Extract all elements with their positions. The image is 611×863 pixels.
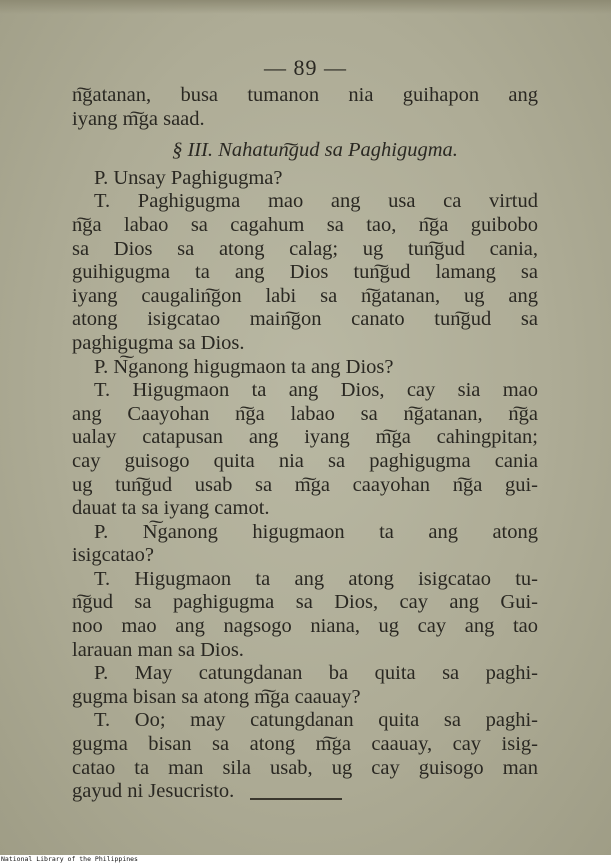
text-line: n͠ga labao sa cagahum sa tao, n͠ga guibobo — [72, 213, 538, 236]
text-line: T. Higugmaon ta ang atong isigcatao tu- — [94, 567, 538, 590]
text-line: T. Higugmaon ta ang Dios, cay sia mao — [94, 379, 538, 402]
text-line: larauan man sa Dios. — [72, 638, 244, 661]
text-line: noo mao ang nagsogo niana, ug cay ang tao — [72, 615, 538, 638]
page-top-edge — [0, 0, 611, 14]
text-line: catao ta man sila usab, ug cay guisogo man — [72, 756, 538, 779]
text-line: P. N͠ganong higugmaon ta ang atong — [94, 520, 538, 543]
end-rule — [250, 798, 342, 800]
text-line: n͠gud sa paghigugma sa Dios, cay ang Gui- — [72, 591, 538, 614]
page-body — [72, 84, 538, 804]
text-line: isigcatao? — [72, 544, 154, 567]
section-heading: § III. Nahatun͠gud sa Paghigugma. — [172, 139, 458, 162]
text-line: cay guisogo quita nia sa paghigugma cania — [72, 449, 538, 472]
text-line: gayud ni Jesucristo. — [72, 780, 235, 803]
text-line: P. May catungdanan ba quita sa paghi- — [94, 662, 538, 685]
text-line: iyang caugalin͠gon labi sa n͠gatanan, ug ang — [72, 284, 538, 307]
text-line: P. Unsay Paghigugma? — [94, 166, 283, 189]
text-line: dauat ta sa iyang camot. — [72, 497, 270, 520]
text-line: iyang m͠ga saad. — [72, 107, 205, 130]
text-line: T. Paghigugma mao ang usa ca virtud — [94, 190, 538, 213]
text-line: gugma bisan sa atong m͠ga caauay, cay isig- — [72, 733, 538, 756]
page-number: — 89 — — [264, 55, 347, 80]
text-line: paghigugma sa Dios. — [72, 331, 245, 354]
text-line: ug tun͠gud usab sa m͠ga caayohan n͠ga gui- — [72, 473, 538, 496]
text-line: atong isigcatao main͠gon canato tun͠gud sa — [72, 308, 538, 331]
text-line: ang Caayohan n͠ga labao sa n͠gatanan, n͠ga — [72, 402, 538, 425]
footer-credit: National Library of the Philippines — [0, 855, 611, 863]
catechism-text — [72, 167, 538, 804]
text-line: T. Oo; may catungdanan quita sa paghi- — [94, 709, 538, 732]
text-line: n͠gatanan, busa tumanon nia guihapon ang — [72, 84, 538, 106]
text-line: sa Dios sa atong calag; ug tun͠gud cania, — [72, 237, 538, 260]
text-line: gugma bisan sa atong m͠ga caauay? — [72, 685, 361, 708]
text-line: ualay catapusan ang iyang m͠ga cahingpitan; — [72, 426, 538, 449]
text-line: P. N͠ganong higugmaon ta ang Dios? — [94, 355, 394, 378]
text-line: guihigugma ta ang Dios tun͠gud lamang sa — [72, 261, 538, 284]
